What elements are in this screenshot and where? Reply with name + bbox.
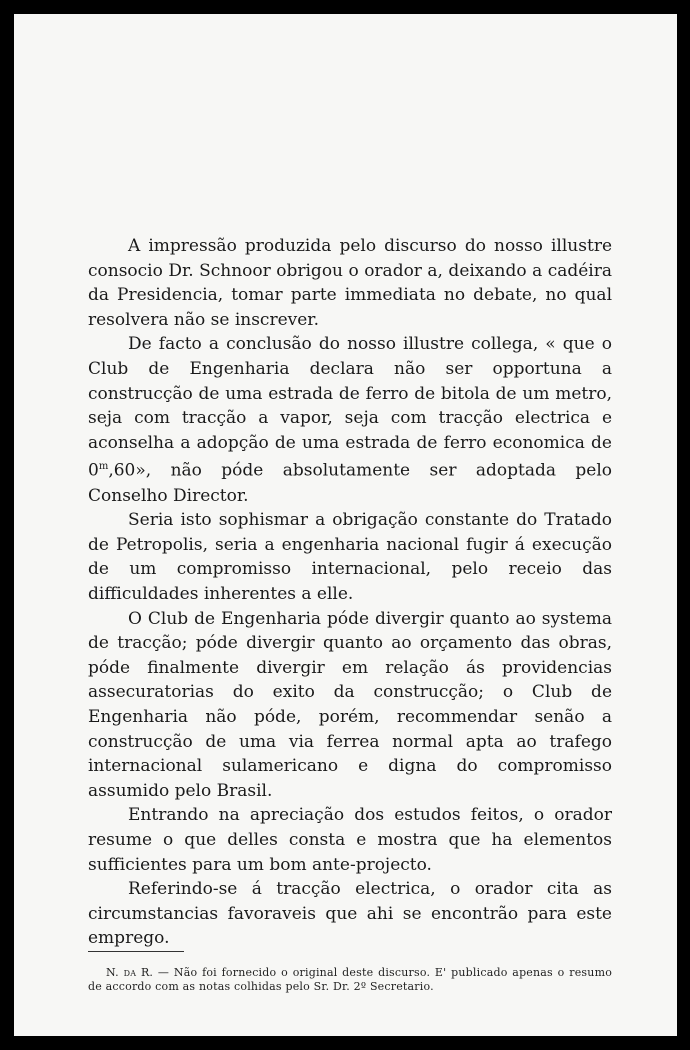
paragraph-6: Referindo-se á tracção electrica, o orador cita as circumstancias favoraveis que ahi se encontrão para este emprego. [88, 879, 612, 949]
footnote-paragraph [88, 966, 612, 994]
paragraph-2-text-before: De facto a conclusão do nosso illustre collega, « que o Club de Engenharia declara não ser opportuna a construcção de uma estrada de ferro de bitola de um metro, seja com tracção a vapor, seja com tracção electrica e aconselha a adopção de uma estrada de ferro economica de 0 [88, 334, 612, 481]
paragraph-5: Entrando na apreciação dos estudos feitos, o orador resume o que delles consta e mostra que ha elementos sufficientes para um bom ante-projecto. [88, 805, 612, 875]
footnote-dash: — [153, 966, 174, 979]
paragraph-4: O Club de Engenharia póde divergir quanto ao systema de tracção; póde divergir quanto ao orçamento das obras, póde finalmente divergir em relação ás providencias assecuratorias do exito da construcção; o Club de Engenharia não póde, porém, recommendar senão a construcção de uma via ferrea normal apta ao trafego internacional sulamericano e digna do compromisso assumido pelo Brasil. [88, 608, 612, 801]
footnote-text: Não foi fornecido o original deste discurso. E' publicado apenas o resumo de accordo com as notas colhidas pelo Sr. Dr. 2º Secretario. [88, 966, 613, 993]
body-text [88, 234, 612, 951]
footnote [88, 966, 612, 994]
paragraph-2 [88, 332, 612, 508]
paragraph-1: A impressão produzida pelo discurso do nosso illustre consocio Dr. Schnoor obrigou o orador a, deixando a cadéira da Presidencia, tomar parte immediata no debate, no qual resolvera não se inscrever. [88, 236, 612, 330]
footnote-label: N. da R. [106, 966, 154, 979]
footnote-divider [88, 951, 184, 952]
document-page [14, 14, 677, 1036]
paragraph-3: Seria isto sophismar a obrigação constante do Tratado de Petropolis, seria a engenharia nacional fugir á execução de um compromisso internacional, pelo receio das difficuldades inherentes a elle. [88, 510, 612, 604]
superscript-m: m [98, 461, 109, 473]
paragraph-2-text-after: ,60», não póde absolutamente ser adoptada pelo Conselho Director. [88, 461, 612, 506]
